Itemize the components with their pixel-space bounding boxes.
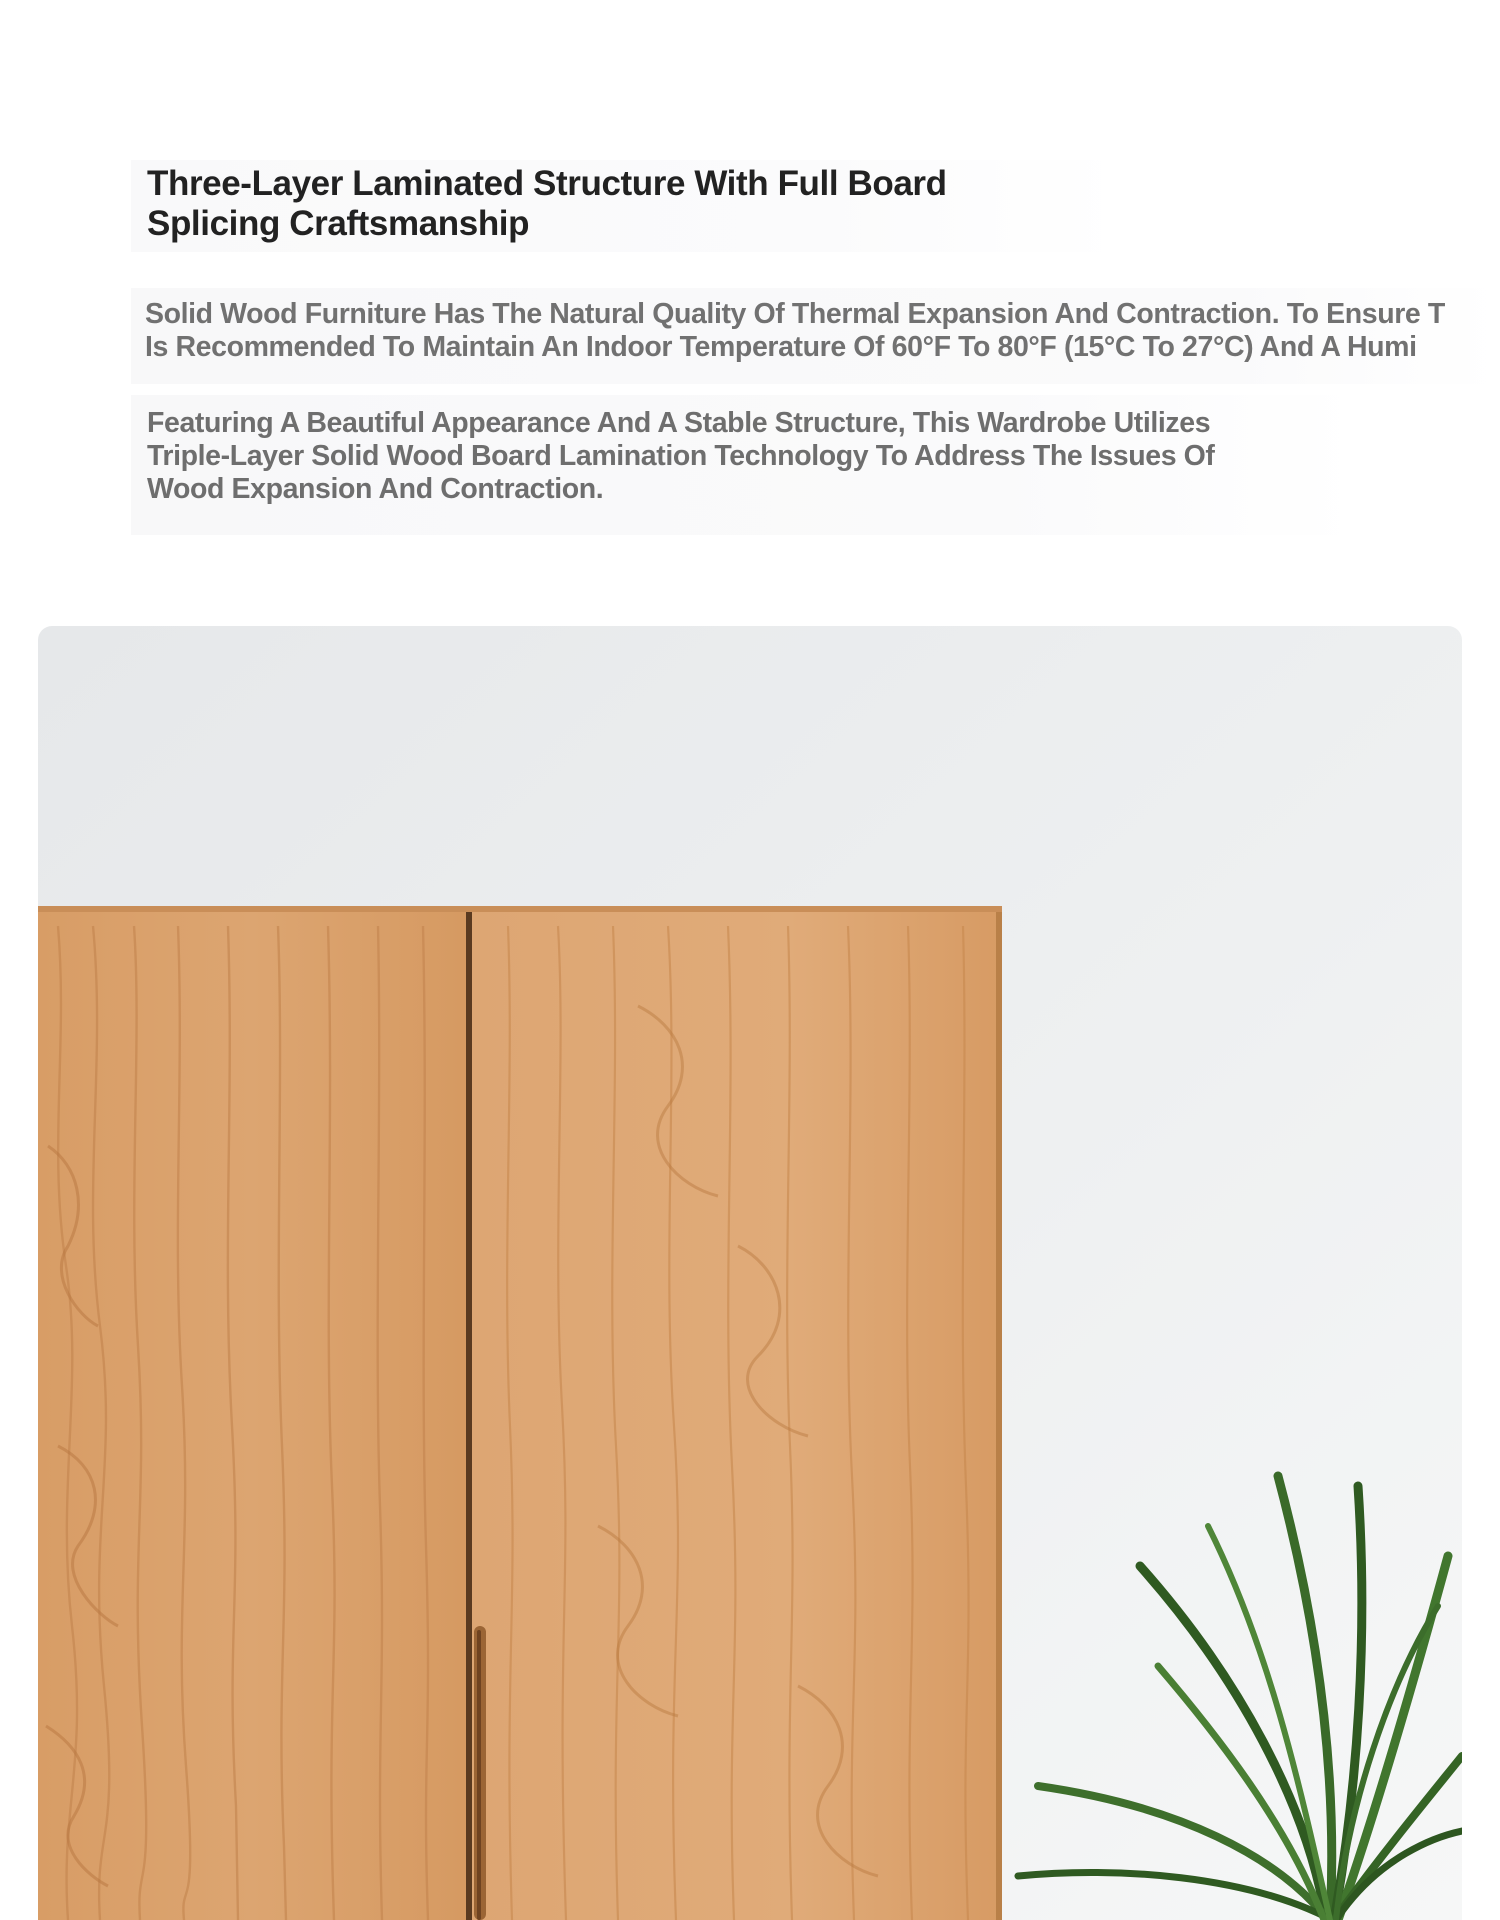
product-photo [38,626,1462,1920]
wardrobe-photo-illustration [38,626,1462,1920]
section-heading: Three-Layer Laminated Structure With Full Board Splicing Craftsmanship [147,164,947,243]
paragraph-feature-description: Featuring A Beautiful Appearance And A Stable Structure, This Wardrobe Utilizes Triple-Layer Solid Wood Board Lamination Technology To Address The Issues Of Wood Expansion And Contraction. [147,407,1215,505]
paragraph-care-notice-line-2: Is Recommended To Maintain An Indoor Temperature Of 60°F To 80°F (15°C To 27°C) And A Humi [145,331,1417,363]
paragraph-care-notice-line-1: Solid Wood Furniture Has The Natural Quality Of Thermal Expansion And Contraction. To Ensure T [145,298,1445,330]
paragraph-care-notice [145,298,1445,364]
